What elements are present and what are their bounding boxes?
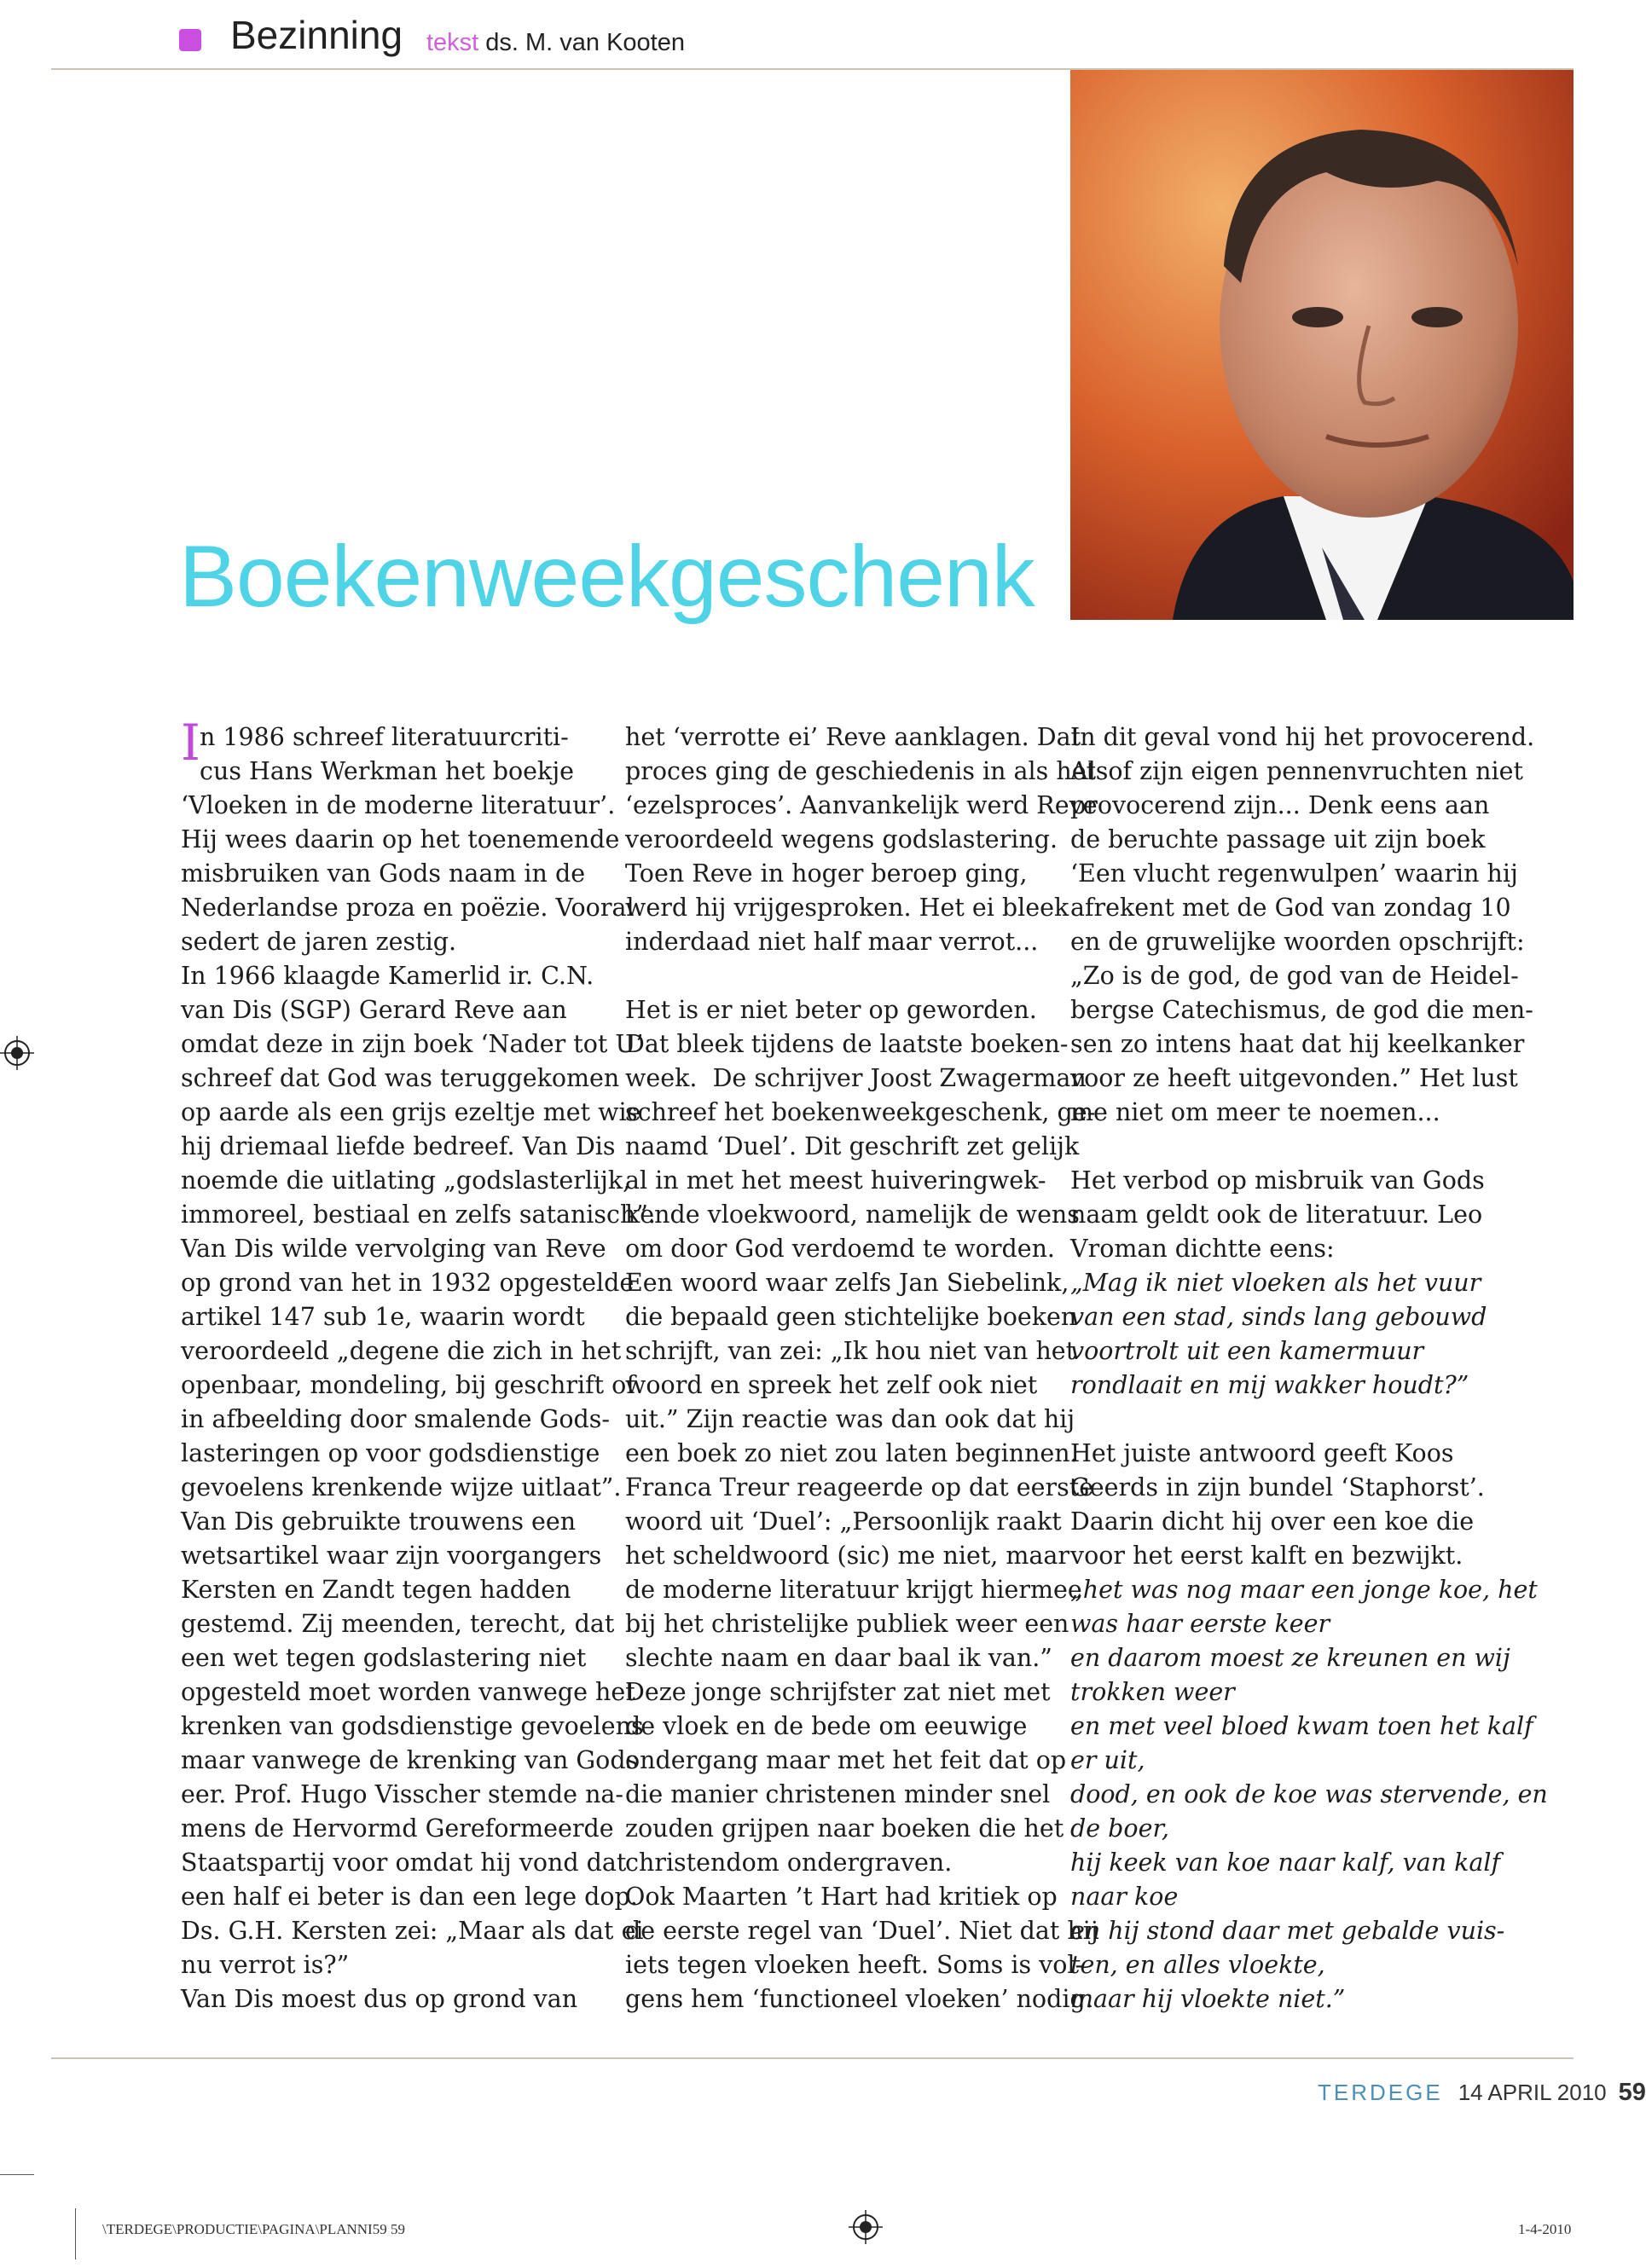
column-3 <box>1070 720 1548 2016</box>
text-line: uit.” Zijn reactie was dan ook dat hij <box>625 1405 1075 1433</box>
text-line: de moderne literatuur krijgt hiermee <box>625 1576 1082 1604</box>
text-line: voor ze heeft uitgevonden.” Het lust <box>1070 1064 1518 1092</box>
text-line: bij het christelijke publiek weer een <box>625 1610 1069 1638</box>
column-2 <box>625 720 1098 2016</box>
text-line: maar hij vloekte niet.” <box>1070 1985 1346 2013</box>
text-line: artikel 147 sub 1e, waarin wordt <box>181 1303 585 1331</box>
text-line: werd hij vrijgesproken. Het ei bleek <box>625 894 1069 922</box>
text-line: voortrolt uit een kamermuur <box>1070 1337 1424 1365</box>
text-line: maar vanwege de krenking van Gods <box>181 1746 639 1774</box>
text-line: om door God verdoemd te worden. <box>625 1235 1055 1263</box>
text-line: die manier christenen minder snel <box>625 1780 1051 1808</box>
page-number: 59 <box>1618 2079 1646 2106</box>
text-line: Een woord waar zelfs Jan Siebelink, <box>625 1269 1069 1297</box>
text-line: het scheldwoord (sic) me niet, maar <box>625 1542 1070 1570</box>
text-line: afrekent met de God van zondag 10 <box>1070 894 1511 922</box>
text-line: veroordeeld wegens godslastering. <box>625 825 1058 853</box>
poem-vroman <box>1070 1266 1497 1403</box>
text-line: ondergang maar met het feit dat op <box>625 1746 1067 1774</box>
registration-mark-icon <box>849 2210 883 2244</box>
text-line: een half ei beter is dan een lege dop. <box>181 1883 638 1911</box>
text-line: er uit, <box>1070 1746 1145 1774</box>
registration-mark-icon <box>0 1036 34 1070</box>
text-line: Dat bleek tijdens de laatste boeken- <box>625 1030 1069 1058</box>
print-slug-path: \TERDEGE\PRODUCTIE\PAGINA\PLANNI59 59 <box>102 2221 405 2237</box>
text-line: Het juiste antwoord geeft Koos <box>1070 1439 1454 1467</box>
text-line: Nederlandse proza en poëzie. Vooral <box>181 894 635 922</box>
text-line: bergse Catechismus, de god die men- <box>1070 996 1533 1024</box>
text-line: Toen Reve in hoger beroep ging, <box>625 859 1028 888</box>
text-line: schrijft, van zei: „Ik hou niet van het <box>625 1337 1076 1365</box>
text-line: Van Dis moest dus op grond van <box>181 1985 578 2013</box>
text-line: naar koe <box>1070 1883 1179 1911</box>
column-1-text <box>181 714 656 2016</box>
text-line: en hij stond daar met gebalde vuis- <box>1070 1917 1505 1945</box>
text-line: opgesteld moet worden vanwege het <box>181 1678 635 1706</box>
text-line: sedert de jaren zestig. <box>181 928 457 956</box>
text-line: woord uit ‘Duel’: „Persoonlijk raakt <box>625 1507 1062 1536</box>
text-line: voor het eerst kalft en bezwijkt. <box>1070 1542 1463 1570</box>
text-line: de vloek en de bede om eeuwige <box>625 1712 1028 1740</box>
issue-date: 14 APRIL 2010 <box>1458 2080 1607 2105</box>
text-line: Franca Treur reageerde op dat eerste <box>625 1473 1094 1501</box>
text-line: eer. Prof. Hugo Visscher stemde na- <box>181 1780 624 1808</box>
text-line: Kersten en Zandt tegen hadden <box>181 1576 571 1604</box>
byline-label: tekst <box>426 29 479 56</box>
text-line: n 1986 schreef literatuurcriti- <box>200 723 569 751</box>
text-line: „Mag ik niet vloeken als het vuur <box>1070 1269 1481 1297</box>
text-line: ‘ezelsproces’. Aanvankelijk werd Reve <box>625 791 1098 819</box>
crop-mark <box>0 2174 34 2175</box>
column-1 <box>181 714 656 2016</box>
text-line: Van Dis wilde vervolging van Reve <box>181 1235 606 1263</box>
section-marker <box>179 29 201 51</box>
text-line: cus Hans Werkman het boekje <box>200 757 575 785</box>
text-line: wetsartikel waar zijn voorgangers <box>181 1542 602 1570</box>
text-line: de eerste regel van ‘Duel’. Niet dat hij <box>625 1917 1098 1945</box>
text-line: omdat deze in zijn boek ‘Nader tot U’ <box>181 1030 644 1058</box>
crop-mark <box>75 2208 76 2259</box>
author-name: ds. M. van Kooten <box>485 29 685 56</box>
text-line: „het was nog maar een jonge koe, het <box>1070 1576 1538 1604</box>
text-line: hij keek van koe naar kalf, van kalf <box>1070 1849 1501 1877</box>
text-line: „Zo is de god, de god van de Heidel- <box>1070 962 1519 990</box>
text-line: gestemd. Zij meenden, terecht, dat <box>181 1610 615 1638</box>
text-line: inderdaad niet half maar verrot... <box>625 928 1039 956</box>
text-line: In 1966 klaagde Kamerlid ir. C.N. <box>181 962 594 990</box>
text-line: al in met het meest huiveringwek- <box>625 1166 1046 1195</box>
bottom-rule <box>51 2057 1574 2059</box>
text-line: openbaar, mondeling, bij geschrift of <box>181 1371 635 1399</box>
text-line: woord en spreek het zelf ook niet <box>625 1371 1038 1399</box>
text-line: lasteringen op voor godsdienstige <box>181 1439 600 1467</box>
text-line: provocerend zijn... Denk eens aan <box>1070 791 1490 819</box>
text-line: Alsof zijn eigen pennenvruchten niet <box>1070 757 1523 785</box>
text-line: Deze jonge schrijfster zat niet met <box>625 1678 1051 1706</box>
text-line: iets tegen vloeken heeft. Soms is vol- <box>625 1951 1084 1979</box>
text-line: In dit geval vond hij het provocerend. <box>1070 723 1535 751</box>
text-line: de beruchte passage uit zijn boek <box>1070 825 1486 853</box>
section-name: Bezinning <box>230 13 403 57</box>
text-line: naam geldt ook de literatuur. Leo <box>1070 1201 1483 1229</box>
author-photo <box>1070 70 1574 620</box>
text-line: schreef het boekenweekgeschenk, ge- <box>625 1098 1096 1126</box>
text-line: kende vloekwoord, namelijk de wens <box>625 1201 1080 1229</box>
text-line: een boek zo niet zou laten beginnen. <box>625 1439 1078 1467</box>
text-line: hij driemaal liefde bedreef. Van Dis <box>181 1132 616 1160</box>
text-line: was haar eerste keer <box>1070 1610 1330 1638</box>
page-footer <box>1318 2079 1646 2107</box>
text-line: Het verbod op misbruik van Gods <box>1070 1166 1485 1195</box>
text-line: christendom ondergraven. <box>625 1849 953 1877</box>
text-line: Hij wees daarin op het toenemende <box>181 825 620 853</box>
text-line: Geerds in zijn bundel ‘Staphorst’. <box>1070 1473 1485 1501</box>
text-line: trokken weer <box>1070 1678 1235 1706</box>
magazine-name: TERDEGE <box>1318 2080 1443 2105</box>
text-line: Vroman dichtte eens: <box>1070 1235 1335 1263</box>
drop-cap: I <box>181 714 200 772</box>
text-line: de boer, <box>1070 1814 1169 1843</box>
column-3-paragraph-1 <box>1070 720 1535 1130</box>
print-slug-date: 1-4-2010 <box>1518 2221 1572 2237</box>
text-line: nu verrot is?” <box>181 1951 350 1979</box>
text-line: van een stad, sinds lang gebouwd <box>1070 1303 1487 1331</box>
text-line: zouden grijpen naar boeken die het <box>625 1814 1064 1843</box>
text-line: misbruiken van Gods naam in de <box>181 859 586 888</box>
byline <box>426 29 685 57</box>
text-line: het ‘verrotte ei’ Reve aanklagen. Dat <box>625 723 1081 751</box>
text-line: Staatspartij voor omdat hij vond dat <box>181 1849 627 1877</box>
text-line: gevoelens krenkende wijze uitlaat”. <box>181 1473 622 1501</box>
column-2-paragraph-1 <box>625 720 1098 959</box>
text-line: dood, en ook de koe was stervende, en <box>1070 1780 1548 1808</box>
text-line: schreef dat God was teruggekomen <box>181 1064 620 1092</box>
text-line: ten, en alles vloekte, <box>1070 1951 1325 1979</box>
text-line: ‘Vloeken in de moderne literatuur’. <box>181 791 616 819</box>
text-line: veroordeeld „degene die zich in het <box>181 1337 622 1365</box>
column-2-paragraph-2 <box>625 993 1098 2016</box>
text-line: Ds. G.H. Kersten zei: „Maar als dat ei <box>181 1917 644 1945</box>
text-line: die bepaald geen stichtelijke boeken <box>625 1303 1077 1331</box>
text-line: week. De schrijver Joost Zwagerman <box>625 1064 1087 1092</box>
text-line: op aarde als een grijs ezeltje met wie <box>181 1098 641 1126</box>
text-line: proces ging de geschiedenis in als het <box>625 757 1097 785</box>
text-line: noemde die uitlating „godslasterlijk, <box>181 1166 631 1195</box>
text-line: Ook Maarten ’t Hart had kritiek op <box>625 1883 1058 1911</box>
text-line: slechte naam en daar baal ik van.” <box>625 1644 1052 1672</box>
text-line: Het is er niet beter op geworden. <box>625 996 1037 1024</box>
text-line: en de gruwelijke woorden opschrijft: <box>1070 928 1525 956</box>
column-3-paragraph-2 <box>1070 1164 1497 1266</box>
text-line: en met veel bloed kwam toen het kalf <box>1070 1712 1533 1740</box>
text-line: en daarom moest ze kreunen en wij <box>1070 1644 1510 1672</box>
text-line: Van Dis gebruikte trouwens een <box>181 1507 577 1536</box>
text-line: mens de Hervormd Gereformeerde <box>181 1814 614 1843</box>
text-line: immoreel, bestiaal en zelfs satanisch”. <box>181 1201 656 1229</box>
text-line: sen zo intens haat dat hij keelkanker <box>1070 1030 1525 1058</box>
text-line: rondlaait en mij wakker houdt?” <box>1070 1371 1469 1399</box>
text-line: in afbeelding door smalende Gods- <box>181 1405 610 1433</box>
text-line: naamd ‘Duel’. Dit geschrift zet gelijk <box>625 1132 1080 1160</box>
poem-geerds <box>1070 1573 1548 2016</box>
text-line: me niet om meer te noemen... <box>1070 1098 1440 1126</box>
text-line: krenken van godsdienstige gevoelens <box>181 1712 644 1740</box>
text-line: een wet tegen godslastering niet <box>181 1644 587 1672</box>
article-title: Boekenweekgeschenk <box>179 528 1035 625</box>
text-line: Daarin dicht hij over een koe die <box>1070 1507 1475 1536</box>
column-3-paragraph-3 <box>1070 1437 1497 1573</box>
text-line: gens hem ‘functioneel vloeken’ nodig. <box>625 1985 1093 2013</box>
text-line: van Dis (SGP) Gerard Reve aan <box>181 996 567 1024</box>
text-line: ‘Een vlucht regenwulpen’ waarin hij <box>1070 859 1518 888</box>
text-line: op grond van het in 1932 opgestelde <box>181 1269 635 1297</box>
